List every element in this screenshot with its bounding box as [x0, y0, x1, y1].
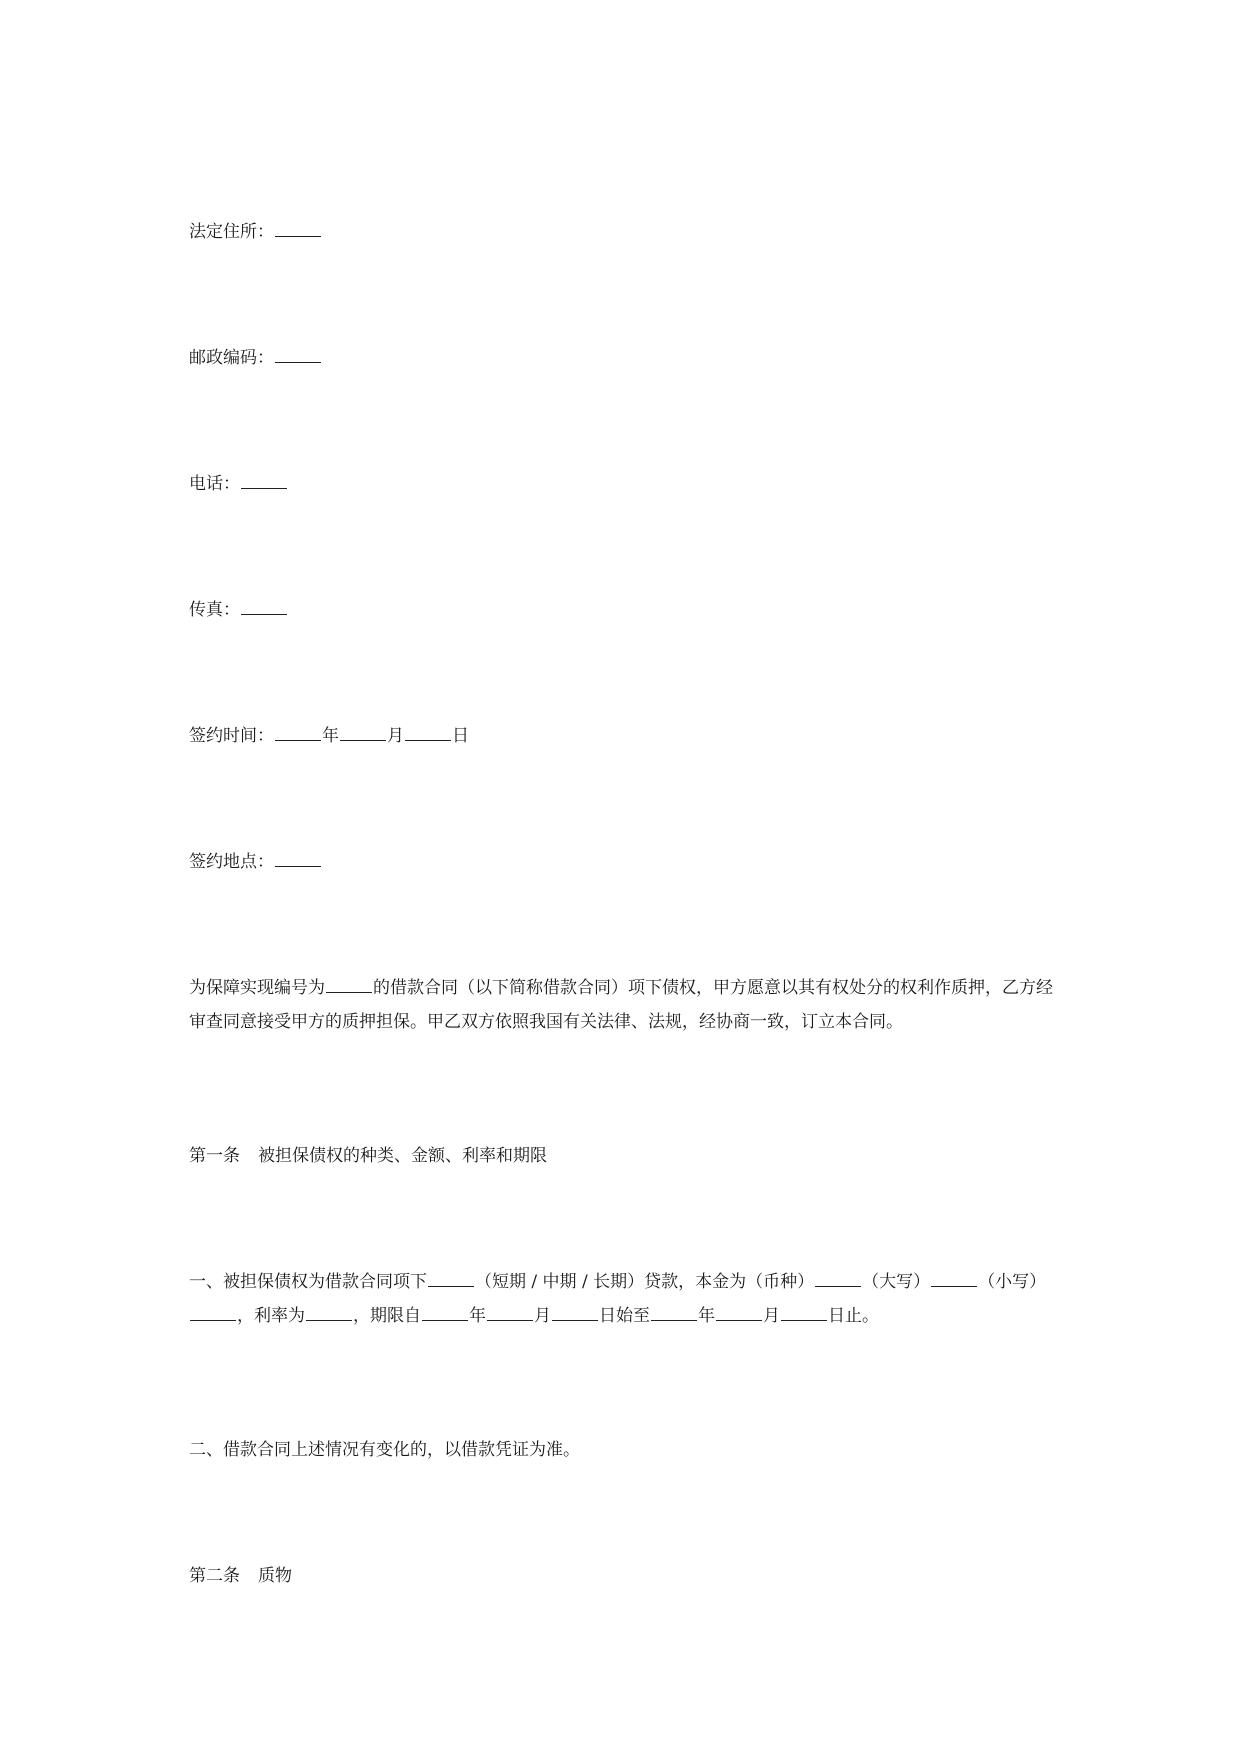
item-1-text-11: 月	[763, 1306, 780, 1326]
article-1-heading: 被担保债权的种类、金额、利率和期限	[258, 1146, 547, 1166]
address-blank	[275, 222, 321, 237]
postcode-blank	[275, 348, 321, 363]
end-year-blank	[651, 1306, 697, 1321]
article-2-number: 第二条	[189, 1566, 240, 1586]
article-1-item-2	[189, 1440, 580, 1460]
fax-blank	[241, 600, 287, 615]
item-2-text: 二、借款合同上述情况有变化的，以借款凭证为准。	[189, 1440, 580, 1460]
item-1-text-10: 年	[698, 1306, 715, 1326]
preamble-text-2: 的借款合同（以下简称借款合同）项下债权，甲方愿意以其有权处分的权利作质押，乙方经审查同意接受甲方的质押担保。甲乙双方依照我国有关法律、法规，经协商一致，订立本合同。	[189, 978, 1053, 1032]
item-1-text-8: 月	[534, 1306, 551, 1326]
year-blank	[275, 726, 321, 741]
item-1-text-2: （短期 / 中期 / 长期）贷款，本金为（币种）	[475, 1272, 815, 1292]
currency-blank	[815, 1272, 861, 1287]
sign-place-blank	[275, 852, 321, 867]
start-day-blank	[552, 1306, 598, 1321]
loan-type-blank	[428, 1272, 474, 1287]
item-1-text-12: 日止。	[828, 1306, 879, 1326]
phone-line	[189, 474, 288, 494]
item-1-text-6: ，期限自	[353, 1306, 421, 1326]
postcode-line	[189, 348, 322, 368]
address-line	[189, 222, 322, 242]
sign-place-line	[189, 852, 322, 872]
article-2-heading: 质物	[258, 1566, 292, 1586]
amount-words-blank	[931, 1272, 977, 1287]
item-1-text-1: 一、被担保债权为借款合同项下	[189, 1272, 427, 1292]
amount-figures-blank	[190, 1306, 236, 1321]
fax-label: 传真：	[189, 600, 240, 620]
sign-time-label: 签约时间：	[189, 726, 274, 746]
item-1-text-7: 年	[469, 1306, 486, 1326]
start-year-blank	[422, 1306, 468, 1321]
item-1-text-3: （大写）	[862, 1272, 931, 1292]
sign-time-line	[189, 726, 469, 746]
preamble-paragraph	[189, 971, 1069, 1039]
address-label: 法定住所：	[189, 222, 274, 242]
contract-number-blank	[326, 978, 372, 993]
end-month-blank	[716, 1306, 762, 1321]
article-2-title	[189, 1566, 292, 1586]
phone-label: 电话：	[189, 474, 240, 494]
article-1-title	[189, 1146, 547, 1166]
item-1-text-4: （小写）	[978, 1272, 1047, 1292]
article-1-item-1	[189, 1265, 1069, 1333]
rate-blank	[306, 1306, 352, 1321]
end-day-blank	[781, 1306, 827, 1321]
day-blank	[405, 726, 451, 741]
item-1-text-5: ，利率为	[237, 1306, 305, 1326]
day-label: 日	[452, 726, 469, 746]
fax-line	[189, 600, 288, 620]
sign-place-label: 签约地点：	[189, 852, 274, 872]
month-label: 月	[387, 726, 404, 746]
item-1-text-9: 日始至	[599, 1306, 650, 1326]
start-month-blank	[487, 1306, 533, 1321]
month-blank	[340, 726, 386, 741]
preamble-text-1: 为保障实现编号为	[189, 978, 325, 998]
year-label: 年	[322, 726, 339, 746]
phone-blank	[241, 474, 287, 489]
article-1-number: 第一条	[189, 1146, 240, 1166]
postcode-label: 邮政编码：	[189, 348, 274, 368]
